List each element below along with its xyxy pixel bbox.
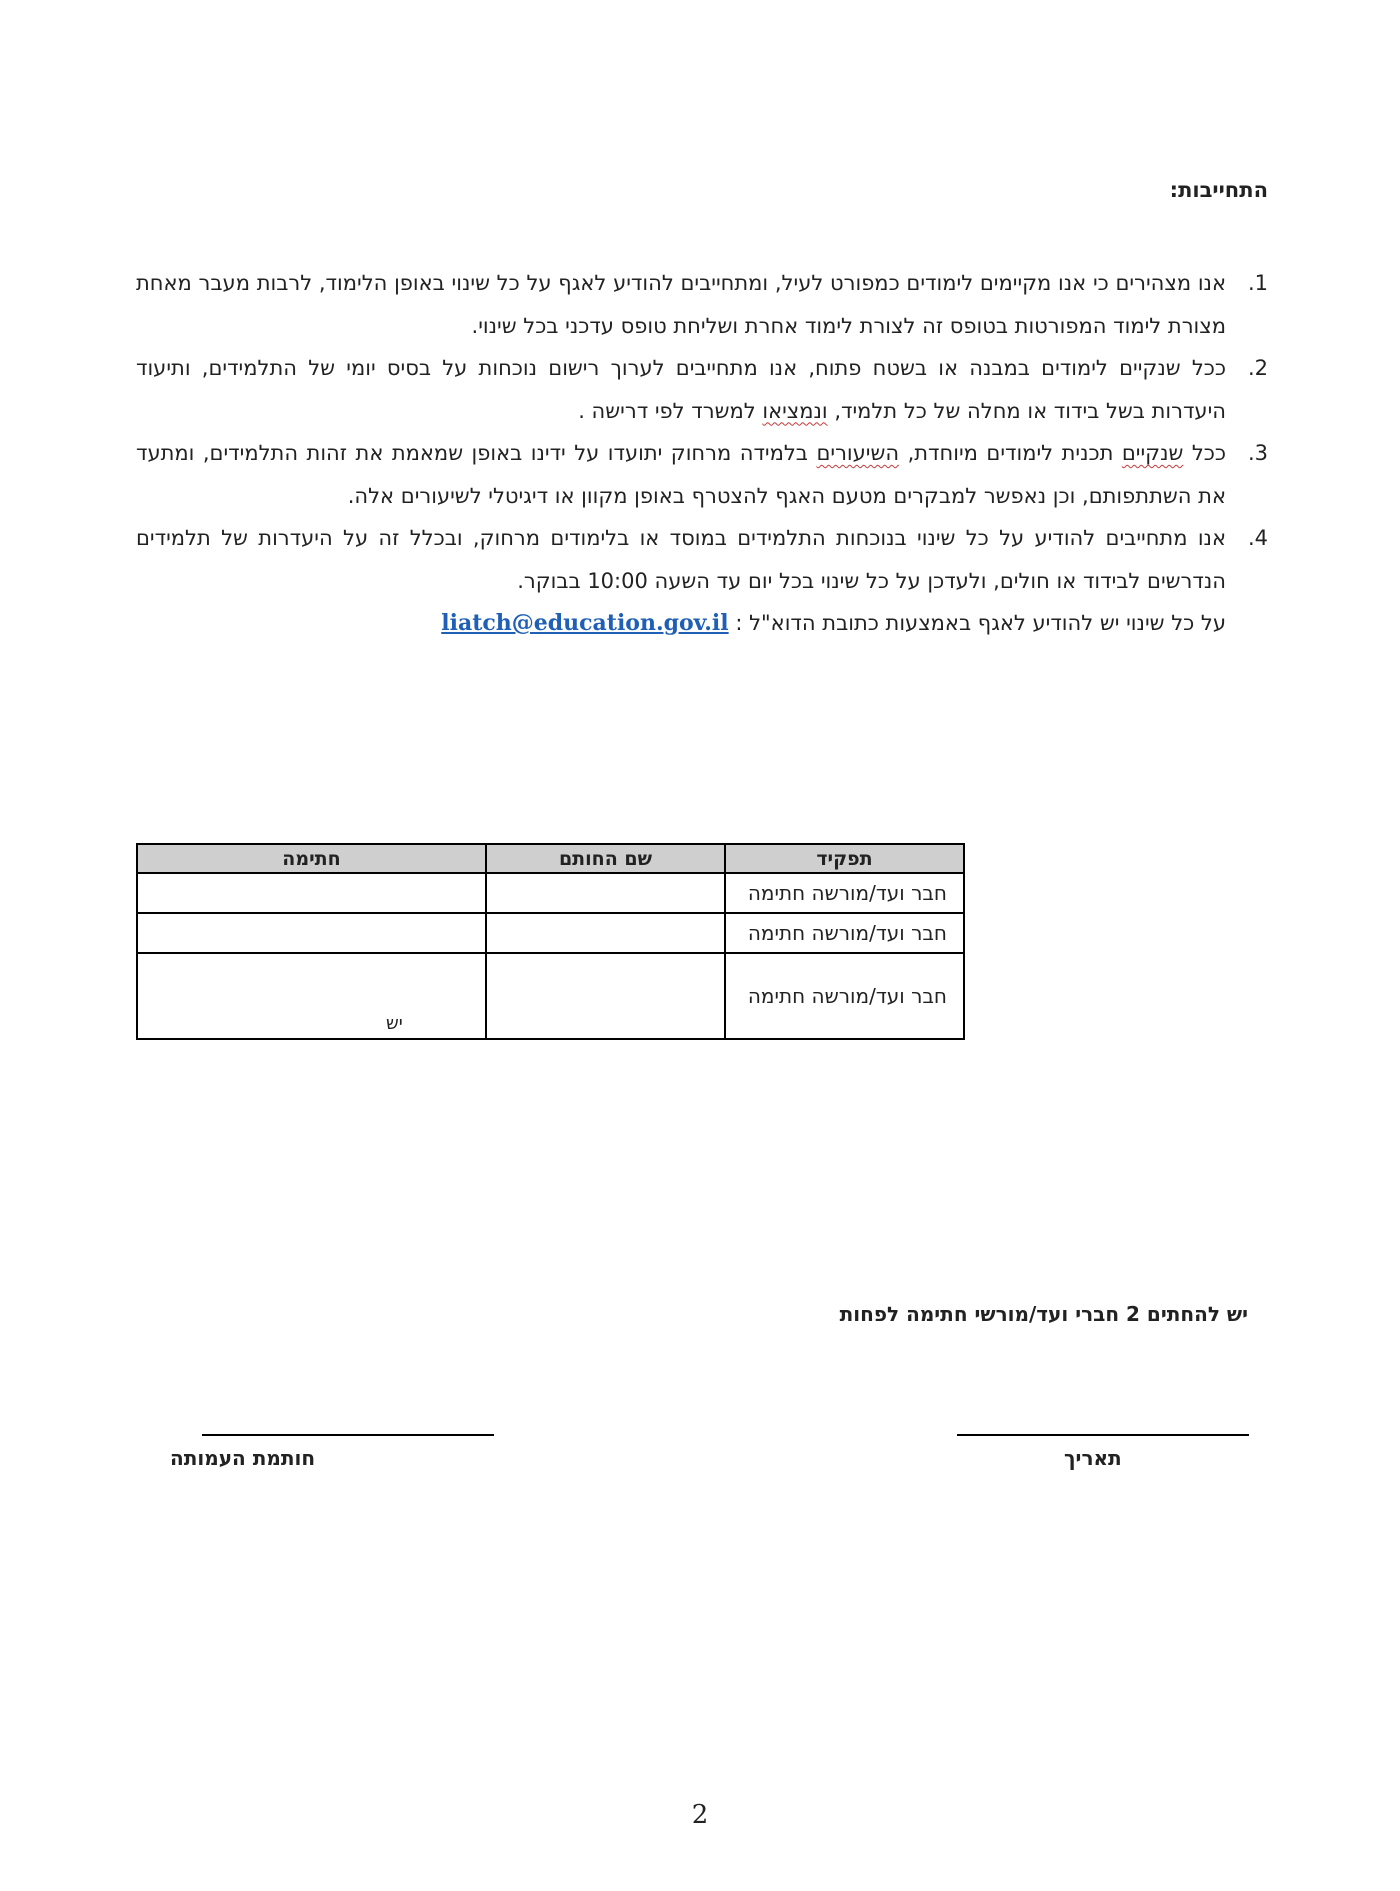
item-number: 4. [1247,526,1268,550]
partial-text: יש [386,1013,403,1034]
cell-role: חבר ועד/מורשה חתימה [725,953,964,1039]
signatures-table [136,843,965,1040]
cell-signature[interactable] [137,873,486,913]
spellcheck-word: שנקיים [1121,441,1184,465]
item-text [136,432,1226,517]
item-text-part: בלמידה מרחוק יתועדו על ידינו באופן שמאמת את זהות התלמידים, ומתעד את השתתפותם, וכן נאפשר למבקרים מטעם האגף להצטרף באופן מקוון או דיגיטלי לשיעורים אלה. [136,441,1226,508]
commitment-list [136,262,1268,645]
item-text-part: תכנית לימודים מיוחדת, [899,441,1122,465]
item-number: 2. [1247,356,1268,380]
list-item [136,347,1268,432]
item-number: 1. [1247,271,1268,295]
list-item [136,517,1268,645]
email-line [136,602,1226,645]
table-row [137,953,964,1039]
cell-role: חבר ועד/מורשה חתימה [725,913,964,953]
date-label: תאריך [1064,1446,1122,1470]
item-text-part: ככל [1183,441,1226,465]
item-text-part: למשרד לפי דרישה . [578,398,763,423]
cell-signer-name[interactable] [486,953,725,1039]
cell-role: חבר ועד/מורשה חתימה [725,873,964,913]
header-role: תפקיד [725,844,964,873]
spellcheck-word: ונמציאו [762,398,828,423]
cell-signer-name[interactable] [486,913,725,953]
item-text: אנו מצהירים כי אנו מקיימים לימודים כמפורט לעיל, ומתחייבים להודיע לאגף על כל שינוי באופן הלימוד, לרבות מעבר מאחת מצורת לימוד המפורטות בטופס זה לצורת לימוד אחרת ושליחת טופס עדכני בכל שינוי. [136,271,1226,338]
email-link[interactable]: liatch@education.gov.il [441,610,729,636]
item-text [136,347,1226,432]
page-heading: התחייבות: [1169,178,1268,202]
table-header-row [137,844,964,873]
page-number: 2 [691,1800,709,1830]
cell-signer-name[interactable] [486,873,725,913]
item-text-part: ככל שנקיים לימודים במבנה או בשטח פתוח, אנו מתחייבים לערוך רישום נוכחות על בסיס יומי של התלמידים, ותיעוד היעדרות בשל בידוד או מחלה של כל תלמיד, [136,356,1226,423]
cell-signature[interactable] [137,913,486,953]
table-row [137,873,964,913]
spellcheck-word: השיעורים [816,441,900,465]
date-signature-line [957,1434,1249,1436]
stamp-label: חותמת העמותה [170,1446,316,1470]
list-item [136,262,1268,347]
signature-note: יש להחתים 2 חברי ועד/מורשי חתימה לפחות [839,1302,1248,1326]
item-text: אנו מתחייבים להודיע על כל שינוי בנוכחות התלמידים במוסד או בלימודים מרחוק, ובכלל זה על היעדרות של תלמידים הנדרשים לבידוד או חולים, ולעדכן על כל שינוי בכל יום עד השעה 10:00 בבוקר. [136,526,1226,593]
header-signer-name: שם החותם [486,844,725,873]
stamp-signature-line [202,1434,494,1436]
list-item [136,432,1268,517]
cell-signature[interactable] [137,953,486,1039]
item-number: 3. [1247,441,1268,465]
email-prefix: על כל שינוי יש להודיע לאגף באמצעות כתובת הדוא"ל : [728,611,1226,635]
header-signature: חתימה [137,844,486,873]
table-row [137,913,964,953]
